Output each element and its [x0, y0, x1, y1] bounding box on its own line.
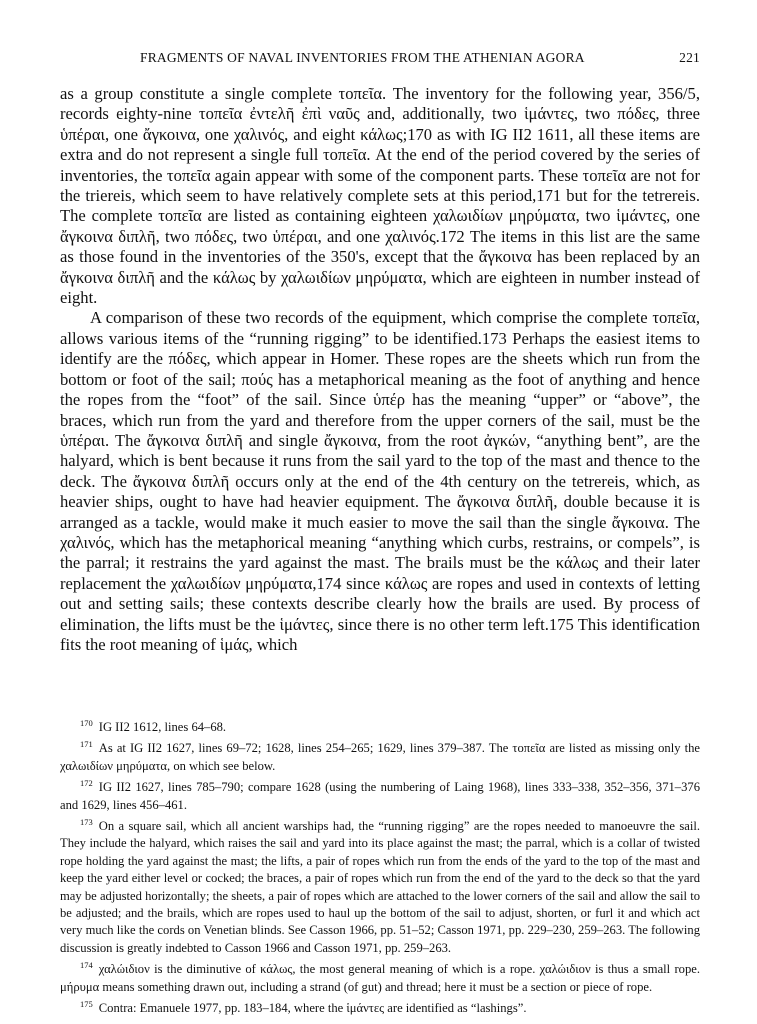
- footnote-number: 174: [80, 960, 93, 971]
- footnote-number: 170: [80, 718, 93, 728]
- footnote-173: [60, 814, 700, 957]
- footnote-number: 172: [80, 778, 93, 789]
- running-title: FRAGMENTS OF NAVAL INVENTORIES FROM THE ATHENIAN AGORA: [140, 50, 585, 65]
- body-paragraph-1: as a group constitute a single complete τοπεῖα. The inventory for the following year, 356/5, records eighty-nine τοπεῖα ἐντελῆ ἐπὶ ναῦς and, additionally, two ἱμάντες, two πόδες, three ὑπέραι, one ἄγκοινα, one χαλινός, and eight κάλως;170 as with IG II2 1611, all these items are extra and do not represent a single full τοπεῖα. At the end of the period covered by the series of inventories, the τοπεῖα again appear with some of the component parts. These τοπεῖα are not for the triereis, which seem to have relatively complete sets at this period,171 but for the tetrereis. The complete τοπεῖα are listed as containing eighteen χαλωιδίων μηρύματα, two ἱμάντες, one ἄγκοινα διπλῆ, two πόδες, two ὑπέραι, and one χαλινός.172 The items in this list are the same as those found in the inventories of the 350's, except that the ἄγκοινα has been replaced by an ἄγκοινα διπλῆ and the κάλως by χαλωιδίων μηρύματα, which are eighteen in number instead of eight.: [60, 84, 700, 308]
- footnote-text: χαλώιδιον is the diminutive of κάλως, the most general meaning of which is a rope. χαλώιδιον is thus a small rope. μήρυμα means something drawn out, including a strand (of gut) and thread; here it must be a section or piece of rope.: [60, 962, 700, 994]
- footnote-number: 173: [80, 817, 93, 828]
- footnote-number: 175: [80, 999, 93, 1010]
- footnote-number: 171: [80, 739, 93, 750]
- footnote-text: On a square sail, which all ancient warships had, the “running rigging” are the ropes needed to manoeuvre the sail. They include the halyard, which raises the sail and yard into its place against the mast; the parral, which is a collar of twisted rope holding the yard against the mast; the lifts, a pair of ropes which run from the ends of the yard to the top of the mast and keep the yard either level or cocked; the braces, a pair of ropes which run from the end of the yard to the deck so that the yard may be adjusted horizontally; the sheets, a pair of ropes which are attached to the lower corners of the sail and allow the sail to be adjusted; and the brails, which are ropes used to haul up the bottom of the sail to adjust, shorten, or furl it and which act very much like the cords on Venetian blinds. See Casson 1966, pp. 51–52; Casson 1971, pp. 229–230, 259–263. The following discussion is greatly indebted to Casson 1966 and Casson 1971, pp. 259–263.: [60, 819, 700, 955]
- footnote-170: [60, 715, 700, 736]
- footnote-text: IG II2 1612, lines 64–68.: [98, 720, 227, 734]
- footnote-174: [60, 957, 700, 996]
- footnote-175: [60, 996, 700, 1017]
- footnote-171: [60, 736, 700, 775]
- footnote-text: Contra: Emanuele 1977, pp. 183–184, where the ἱμάντες are identified as “lashings”.: [98, 1001, 527, 1016]
- page-number: 221: [679, 50, 700, 65]
- main-text: [60, 84, 700, 655]
- footnote-172: [60, 775, 700, 814]
- footnotes: [60, 715, 700, 1018]
- footnote-text: As at IG II2 1627, lines 69–72; 1628, lines 254–265; 1629, lines 379–387. The τοπεῖα are listed as missing only the χαλωιδίων μηρύματα, on which see below.: [60, 741, 700, 773]
- running-header: [60, 50, 700, 70]
- body-paragraph-2: A comparison of these two records of the equipment, which comprise the complete τοπεῖα, allows various items of the “running rigging” to be identified.173 Perhaps the easiest items to identify are the πόδες, which appear in Homer. These ropes are the sheets which run from the bottom or foot of the sail; πούς has a metaphorical meaning as the foot of anything and hence the ropes from the “foot” of the sail. Since ὑπέρ has the meaning “upper” or “above”, the braces, which run from the yard and therefore from the upper corners of the sail, must be the ὑπέραι. The ἄγκοινα διπλῆ and single ἄγκοινα, from the root ἀγκών, “anything bent”, are the halyard, which is bent because it runs from the sail yard to the top of the mast and thence to the deck. The ἄγκοινα διπλῆ occurs only at the end of the 4th century on the tetrereis, which, as heavier ships, ought to have had heavier equipment. The ἄγκοινα διπλῆ, double because it is arranged as a tackle, would make it much easier to move the sail than the single ἄγκοινα. The χαλινός, which has the metaphorical meaning “anything which curbs, restrains, or compels”, is the parral; it restrains the yard against the mast. The brails must be the κάλως and their later replacement the χαλωιδίων μηρύματα,174 since κάλως are ropes and used in contexts of letting out and setting sails; these contexts describe clearly how the brails are used. By process of elimination, the lifts must be the ἱμάντες, since there is no other term left.175 This identification fits the root meaning of ἱμάς, which: [60, 308, 700, 654]
- footnote-text: IG II2 1627, lines 785–790; compare 1628 (using the numbering of Laing 1968), lines 333–338, 352–356, 371–376 and 1629, lines 456–461.: [60, 780, 700, 812]
